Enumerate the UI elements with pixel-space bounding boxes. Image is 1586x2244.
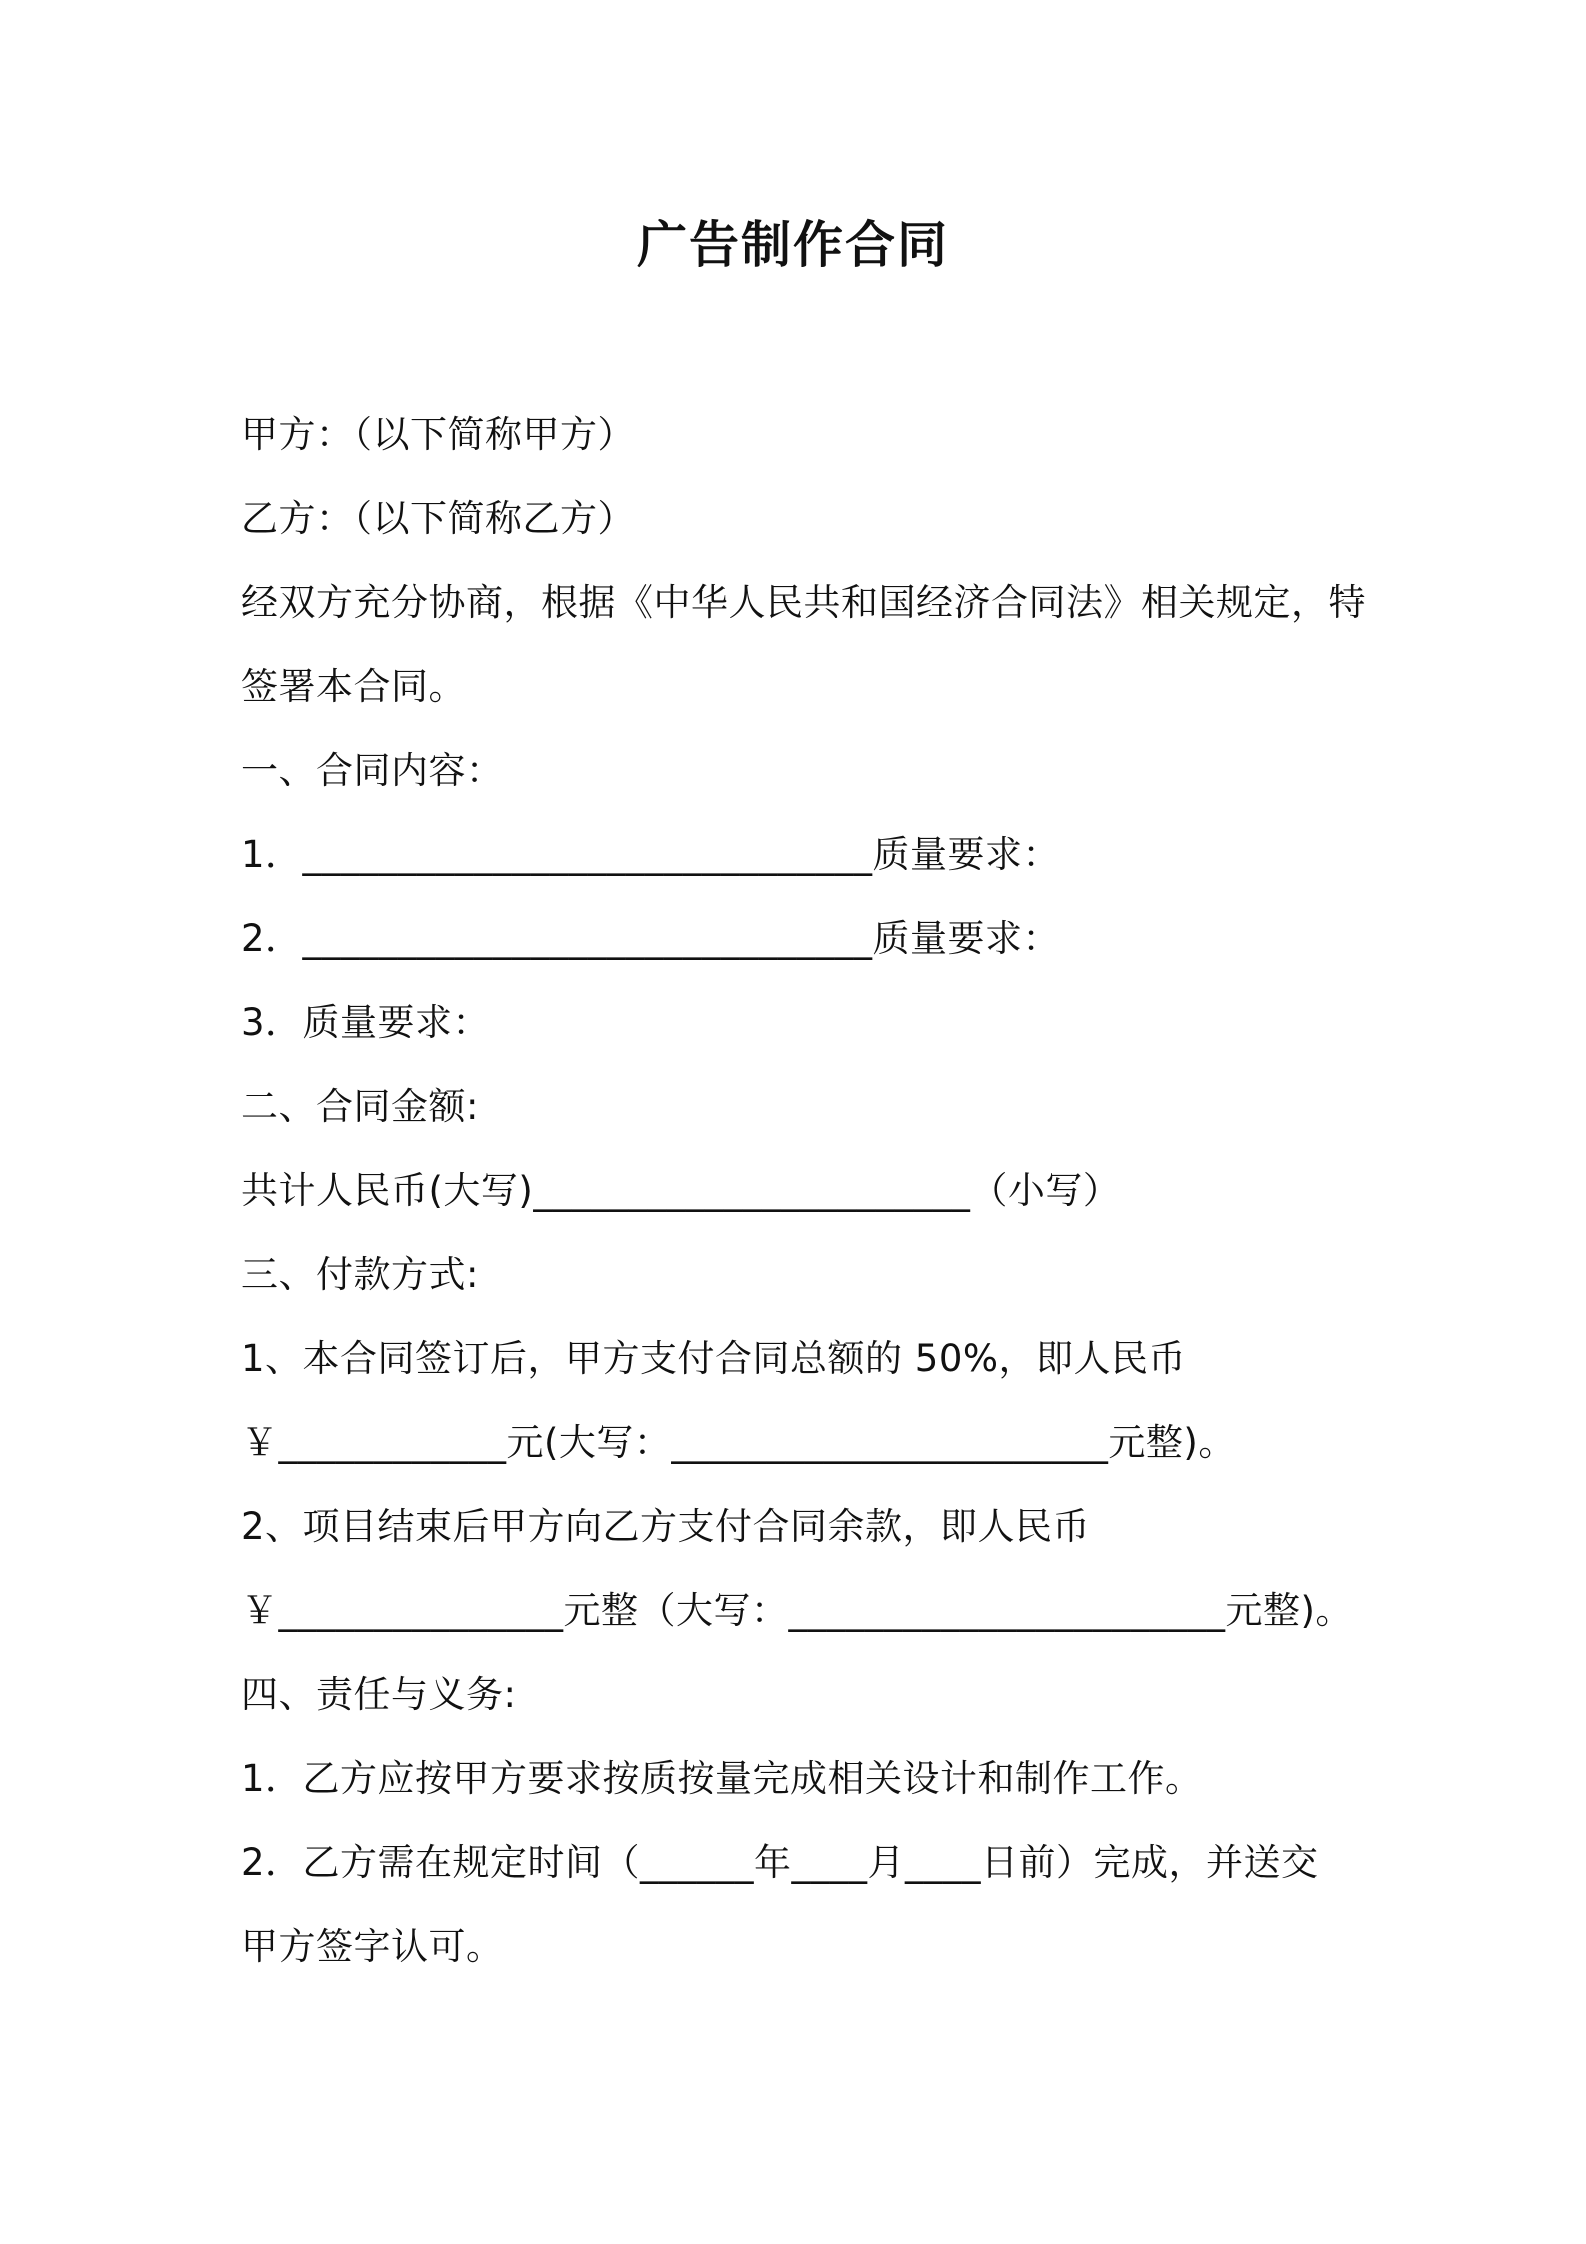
payment-item-1: 1、本合同签订后，甲方支付合同总额的 50%，即人民币 — [241, 1337, 1187, 1380]
section-heading-content: 一、合同内容： — [241, 749, 504, 792]
duty-item-1: 1．乙方应按甲方要求按质按量完成相关设计和制作工作。 — [241, 1757, 1203, 1800]
payment-item-2: 2、项目结束后甲方向乙方支付合同余款，即人民币 — [241, 1505, 1091, 1548]
payment-item-1-amount: ￥____________元(大写：_______________________元整)。 — [241, 1421, 1236, 1464]
content-item-3: 3．质量要求： — [241, 1001, 491, 1044]
section-heading-payment: 三、付款方式: — [241, 1253, 479, 1296]
section-heading-amount: 二、合同金额: — [241, 1085, 479, 1128]
party-b-line: 乙方：（以下简称乙方） — [241, 497, 635, 540]
section-heading-duties: 四、责任与义务: — [241, 1673, 517, 1716]
content-item-1: 1．______________________________质量要求： — [241, 833, 1061, 876]
document-title: 广告制作合同 — [637, 216, 949, 274]
preamble-line-2: 签署本合同。 — [241, 665, 466, 708]
duty-item-2: 2．乙方需在规定时间（______年____月____日前）完成，并送交 — [241, 1841, 1319, 1884]
duty-item-2-continued: 甲方签字认可。 — [241, 1925, 504, 1968]
party-a-line: 甲方：（以下简称甲方） — [241, 413, 635, 456]
amount-line: 共计人民币(大写)_______________________（小写） — [241, 1169, 1121, 1212]
preamble-line-1: 经双方充分协商，根据《中华人民共和国经济合同法》相关规定，特 — [241, 581, 1366, 624]
content-item-2: 2．______________________________质量要求： — [241, 917, 1061, 960]
payment-item-2-amount: ￥_______________元整（大写：_______________________元整)。 — [241, 1589, 1353, 1632]
